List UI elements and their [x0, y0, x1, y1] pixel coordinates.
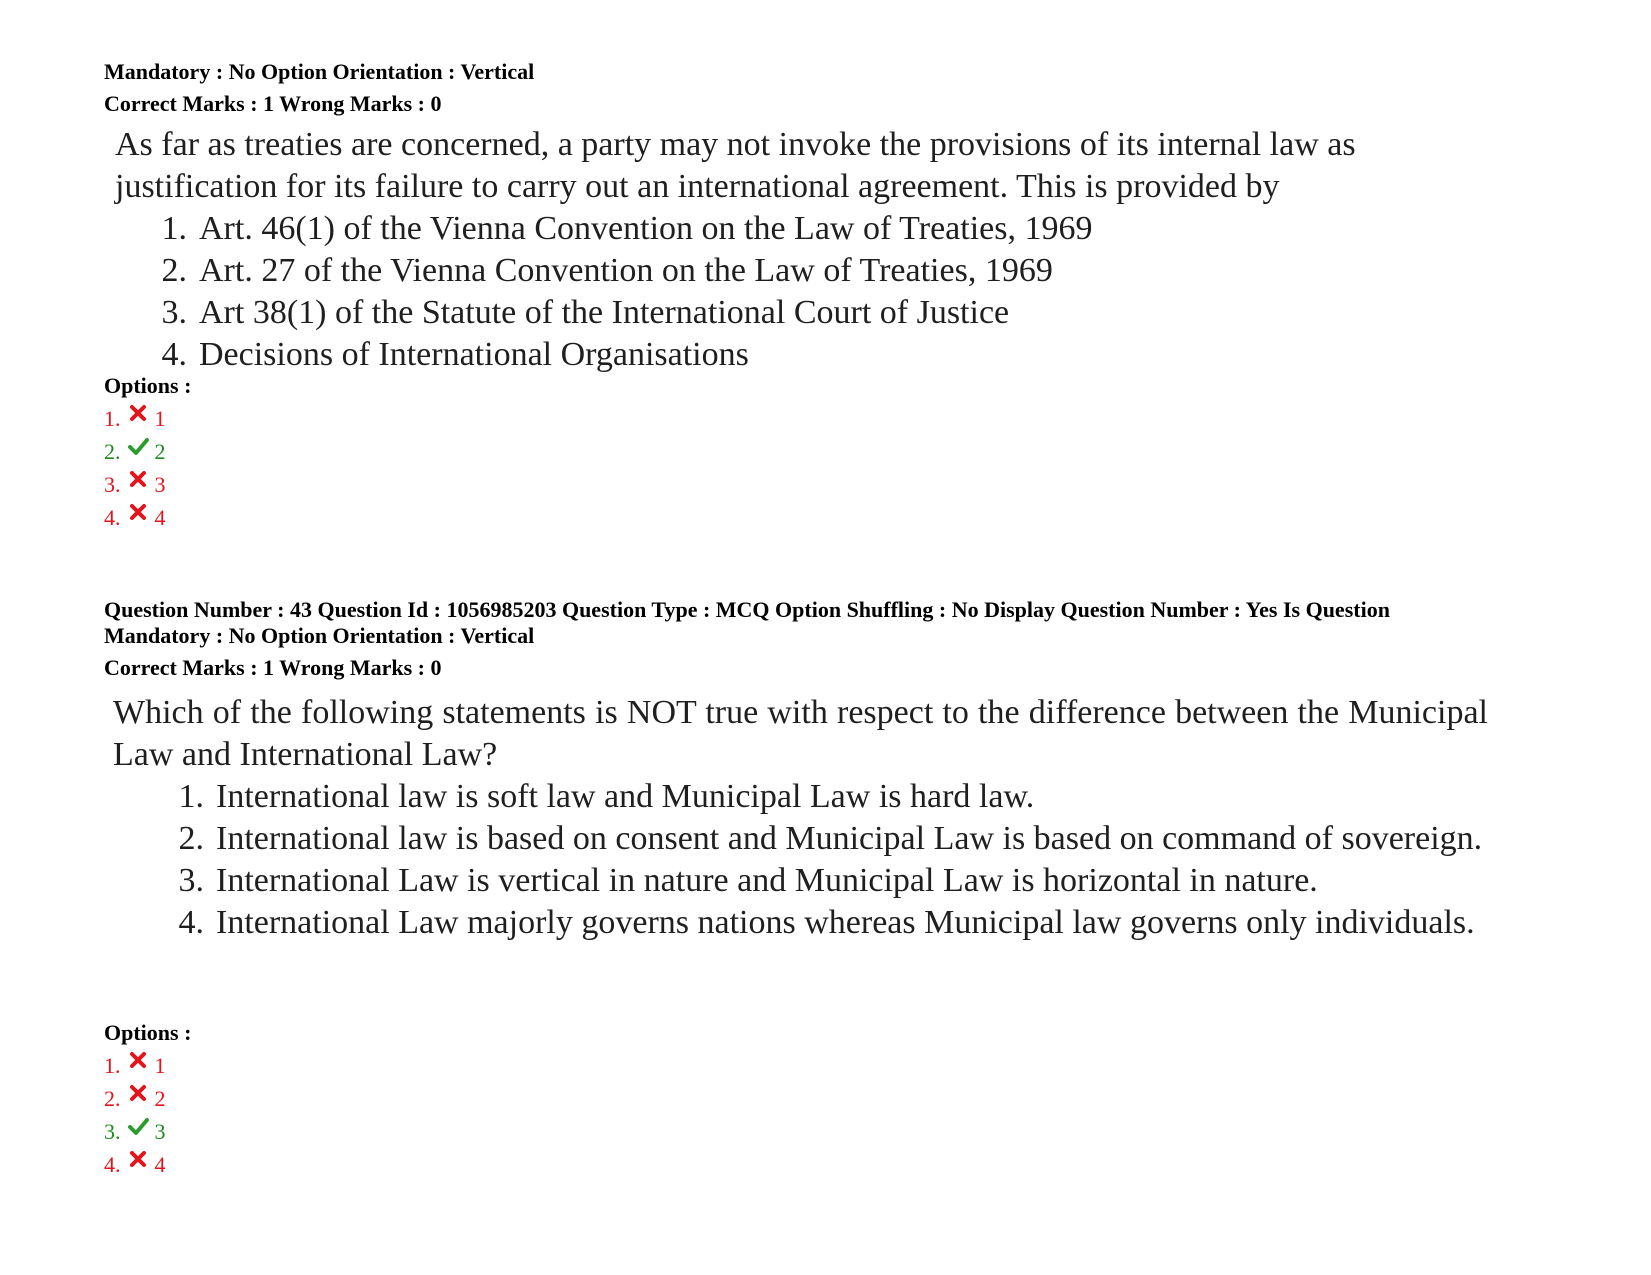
option-row [104, 1052, 166, 1079]
option-value: 3 [154, 1119, 166, 1144]
option-number: 2. [104, 439, 121, 464]
question-item [172, 818, 1488, 860]
question-item-number: 4. [161, 336, 187, 373]
option-value: 1 [154, 406, 166, 431]
options-heading: Options : [104, 373, 192, 398]
option-number: 4. [104, 1152, 121, 1177]
question-item [172, 902, 1488, 944]
option-number: 3. [104, 1119, 121, 1144]
question-item-number: 2. [161, 252, 187, 289]
option-value: 4 [154, 1152, 166, 1177]
question-item-number: 2. [178, 820, 204, 857]
cross-icon [127, 1148, 149, 1170]
question-item [172, 860, 1488, 902]
cross-icon [127, 501, 149, 523]
option-row [104, 1151, 166, 1178]
question-item-number: 1. [178, 778, 204, 815]
option-row [104, 504, 166, 531]
option-value: 2 [154, 1086, 166, 1111]
option-row [104, 1118, 166, 1145]
question-marks-line: Correct Marks : 1 Wrong Marks : 0 [104, 655, 442, 680]
option-value: 4 [154, 505, 166, 530]
cross-icon [127, 1049, 149, 1071]
option-row [104, 471, 166, 498]
option-row [104, 405, 166, 432]
question-item [155, 334, 1405, 376]
question-item-text: International law is soft law and Municipal Law is hard law. [216, 778, 1035, 815]
question-item [155, 250, 1405, 292]
question-stem-line: As far as treaties are concerned, a party may not invoke the provisions of its internal law as [115, 126, 1356, 163]
option-number: 1. [104, 1053, 121, 1078]
option-value: 1 [154, 1053, 166, 1078]
question-stem-line: justification for its failure to carry out an international agreement. This is provided by [115, 168, 1280, 205]
option-value: 3 [154, 472, 166, 497]
question-stem [115, 124, 1495, 208]
question-item-number: 4. [178, 904, 204, 941]
check-icon [127, 435, 149, 457]
question-stem: Which of the following statements is NOT true with respect to the difference between the Municipal Law and International Law? [113, 694, 1488, 773]
question-item-text: International Law is vertical in nature and Municipal Law is horizontal in nature. [216, 862, 1318, 899]
cross-icon [127, 402, 149, 424]
question-item-text: Art 38(1) of the Statute of the International Court of Justice [199, 294, 1010, 331]
option-number: 2. [104, 1086, 121, 1111]
question-item-text: International law is based on consent and Municipal Law is based on command of sovereign. [216, 820, 1483, 857]
option-row [104, 438, 166, 465]
question-item-number: 1. [161, 210, 187, 247]
cross-icon [127, 468, 149, 490]
question-meta-line: Mandatory : No Option Orientation : Vertical [104, 59, 535, 84]
cross-icon [127, 1082, 149, 1104]
check-icon [127, 1115, 149, 1137]
option-number: 3. [104, 472, 121, 497]
option-value: 2 [154, 439, 166, 464]
question-item-text: International Law majorly governs nations whereas Municipal law governs only individuals. [216, 904, 1475, 941]
option-row [104, 1085, 166, 1112]
options-heading: Options : [104, 1020, 192, 1045]
question-item [155, 208, 1405, 250]
question-item-number: 3. [178, 862, 204, 899]
question-marks-line: Correct Marks : 1 Wrong Marks : 0 [104, 91, 442, 116]
option-number: 4. [104, 505, 121, 530]
option-number: 1. [104, 406, 121, 431]
question-meta-line: Question Number : 43 Question Id : 1056985203 Question Type : MCQ Option Shuffling : No Display Question Number : Yes Is Question [104, 597, 1390, 622]
question-meta-line: Mandatory : No Option Orientation : Vertical [104, 623, 535, 648]
question-item-number: 3. [161, 294, 187, 331]
question-item [155, 292, 1405, 334]
question-item-text: Art. 46(1) of the Vienna Convention on the Law of Treaties, 1969 [199, 210, 1093, 247]
question-item [172, 776, 1488, 818]
question-item-text: Art. 27 of the Vienna Convention on the Law of Treaties, 1969 [199, 252, 1053, 289]
question-item-text: Decisions of International Organisations [199, 336, 749, 373]
question-item-list [155, 208, 1405, 376]
question-item-list [172, 776, 1488, 944]
